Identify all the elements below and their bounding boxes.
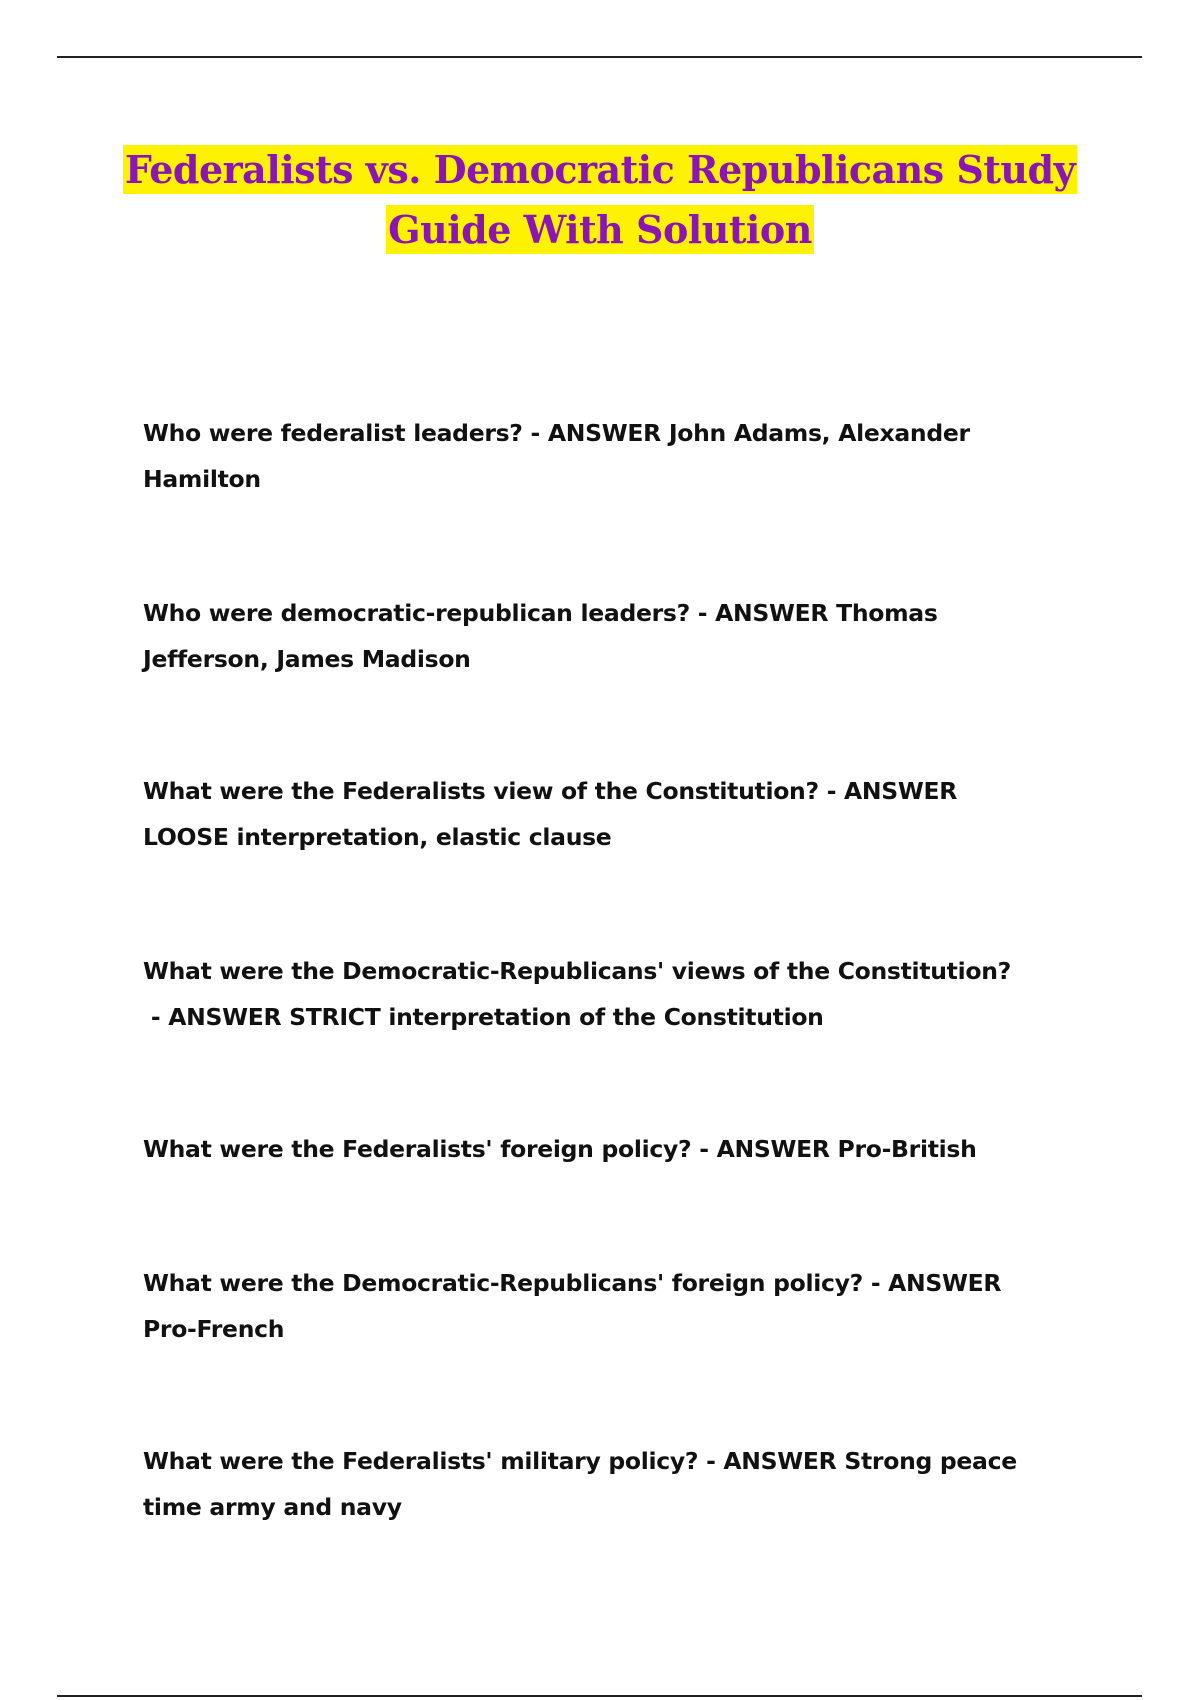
question-text: What were the Federalists' military policy? bbox=[143, 1447, 699, 1475]
title-line-2: Guide With Solution bbox=[388, 207, 812, 252]
footer-rule bbox=[57, 1695, 1142, 1697]
qa-item-5: What were the Federalists' foreign policy? - ANSWER Pro-British bbox=[143, 1135, 977, 1163]
answer-text: Pro-British bbox=[837, 1135, 977, 1163]
answer-text: Strong peace time army and navy bbox=[143, 1447, 1017, 1521]
answer-text: John Adams, Alexander Hamilton bbox=[143, 419, 970, 493]
question-text: What were the Federalists' foreign policy? bbox=[143, 1135, 692, 1163]
answer-label: ANSWER bbox=[715, 599, 829, 627]
header-rule bbox=[57, 56, 1142, 58]
question-text: Who were democratic-republican leaders? bbox=[143, 599, 690, 627]
answer-text: Thomas Jefferson, James Madison bbox=[143, 599, 938, 673]
answer-text: STRICT interpretation of the Constitution bbox=[289, 1003, 824, 1031]
answer-label: ANSWER bbox=[723, 1447, 837, 1475]
title-line-1: Federalists vs. Democratic Republicans Study bbox=[124, 147, 1076, 192]
qa-item-2: Who were democratic-republican leaders? - ANSWER Thomas Jefferson, James Madison bbox=[143, 599, 938, 673]
qa-item-4: What were the Democratic-Republicans' views of the Constitution? - ANSWER STRICT interpretation of the Constitution bbox=[143, 957, 1011, 1031]
question-text: What were the Democratic-Republicans' views of the Constitution? bbox=[143, 957, 1011, 985]
answer-label: ANSWER bbox=[716, 1135, 830, 1163]
qa-list bbox=[143, 410, 1063, 1530]
answer-text: Pro-French bbox=[143, 1315, 285, 1343]
document-title bbox=[60, 140, 1140, 260]
qa-item-1: Who were federalist leaders? - ANSWER John Adams, Alexander Hamilton bbox=[143, 419, 970, 493]
answer-label: ANSWER bbox=[547, 419, 661, 447]
answer-label: ANSWER bbox=[888, 1269, 1002, 1297]
answer-label: ANSWER bbox=[168, 1003, 282, 1031]
qa-item-7: What were the Federalists' military policy? - ANSWER Strong peace time army and navy bbox=[143, 1447, 1017, 1521]
question-text: What were the Federalists view of the Constitution? bbox=[143, 777, 819, 805]
question-text: Who were federalist leaders? bbox=[143, 419, 523, 447]
answer-label: ANSWER bbox=[844, 777, 958, 805]
question-text: What were the Democratic-Republicans' foreign policy? bbox=[143, 1269, 863, 1297]
qa-item-6: What were the Democratic-Republicans' foreign policy? - ANSWER Pro-French bbox=[143, 1269, 1002, 1343]
answer-text: LOOSE interpretation, elastic clause bbox=[143, 823, 612, 851]
qa-item-3: What were the Federalists view of the Constitution? - ANSWER LOOSE interpretation, elastic clause bbox=[143, 777, 958, 851]
